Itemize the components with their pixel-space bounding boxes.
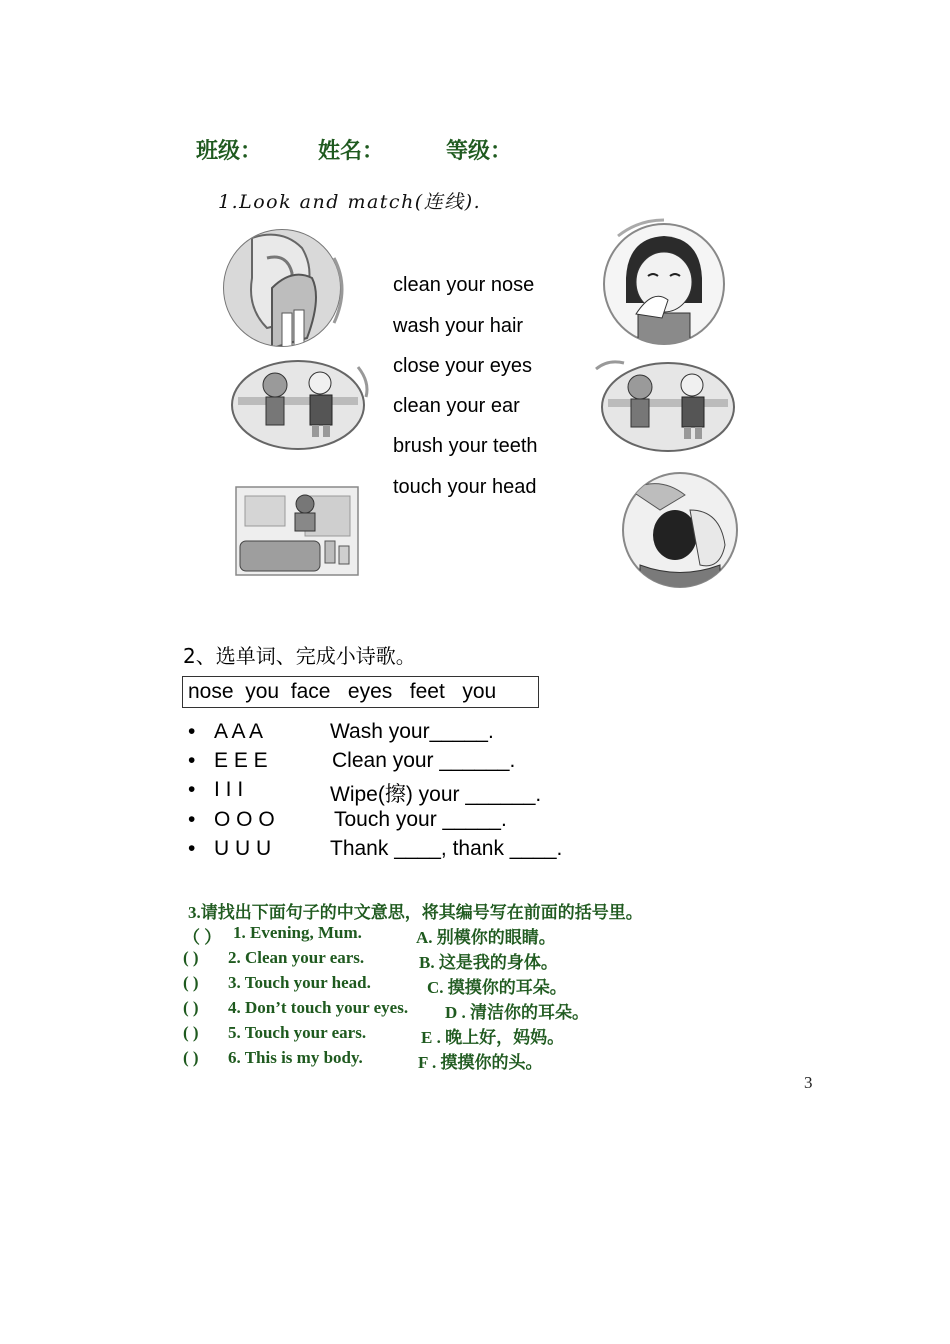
girl-nose-picture <box>598 218 730 346</box>
answer-paren: ( ) <box>183 1048 199 1067</box>
grade-label: 等级： <box>446 139 513 164</box>
poem-sounds: U U U <box>214 837 272 860</box>
bullet: • <box>188 778 196 801</box>
option-text: B. 这是我的身体。 <box>419 953 558 972</box>
option-text: A. 别模你的眼睛。 <box>416 928 556 947</box>
phrase-3: close your eyes <box>393 355 532 377</box>
answer-paren: ( ) <box>183 1023 199 1042</box>
answer-paren: ( ) <box>183 948 199 967</box>
phrase-6: touch your head <box>393 476 537 498</box>
name-label: 姓名： <box>318 139 385 164</box>
poem-text: Clean your ______. <box>332 749 516 772</box>
phrase-2: wash your hair <box>393 315 524 337</box>
poem-sounds: E E E <box>214 749 268 772</box>
bathroom-picture <box>235 486 359 576</box>
ear-cleaning-picture <box>222 228 350 350</box>
option-text: F . 摸摸你的头。 <box>418 1053 543 1072</box>
bullet: • <box>188 720 196 743</box>
question-text: 6. This is my body. <box>228 1048 363 1067</box>
monkey-and-boy-picture-left <box>230 357 370 452</box>
bullet: • <box>188 808 196 831</box>
poem-sounds: O O O <box>214 808 275 831</box>
phrase-4: clean your ear <box>393 395 520 417</box>
question-text: 3. Touch your head. <box>228 973 371 992</box>
poem-text: Wipe(擦) your ______. <box>330 783 542 806</box>
question-text: 4. Don’t touch your eyes. <box>228 998 409 1017</box>
phrase-1: clean your nose <box>393 274 535 296</box>
poem-sounds: I I I <box>214 778 244 801</box>
section2-title: 2、选单词、完成小诗歌。 <box>183 644 416 668</box>
page-number: 3 <box>804 1073 813 1092</box>
option-text: C. 摸摸你的耳朵。 <box>427 978 567 997</box>
option-text: D . 清洁你的耳朵。 <box>445 1003 590 1022</box>
bullet: • <box>188 749 196 772</box>
word-bank-box: nose you face eyes feet you <box>182 676 539 708</box>
section3-title: 3.请找出下面句子的中文意思，将其编号写在前面的括号里。 <box>188 903 643 922</box>
option-text: E . 晚上好，妈妈。 <box>421 1028 565 1047</box>
question-text: 5. Touch your ears. <box>228 1023 367 1042</box>
phrase-5: brush your teeth <box>393 435 538 457</box>
poem-text: Wash your_____. <box>330 720 494 743</box>
monkey-and-boy-picture-right <box>594 357 738 454</box>
answer-paren: ( ) <box>183 998 199 1017</box>
answer-paren: ( ) <box>183 973 199 992</box>
poem-text: Touch your _____. <box>334 808 507 831</box>
bullet: • <box>188 837 196 860</box>
question-text: 1. Evening, Mum. <box>233 923 362 942</box>
section1-title: 1.Look and match(连线). <box>218 191 482 213</box>
hair-washing-picture <box>620 470 742 590</box>
poem-sounds: A A A <box>214 720 264 743</box>
question-text: 2. Clean your ears. <box>228 948 365 967</box>
class-label: 班级： <box>196 139 263 164</box>
poem-text: Thank ____, thank ____. <box>330 837 563 860</box>
answer-paren: （ ） <box>183 928 222 947</box>
